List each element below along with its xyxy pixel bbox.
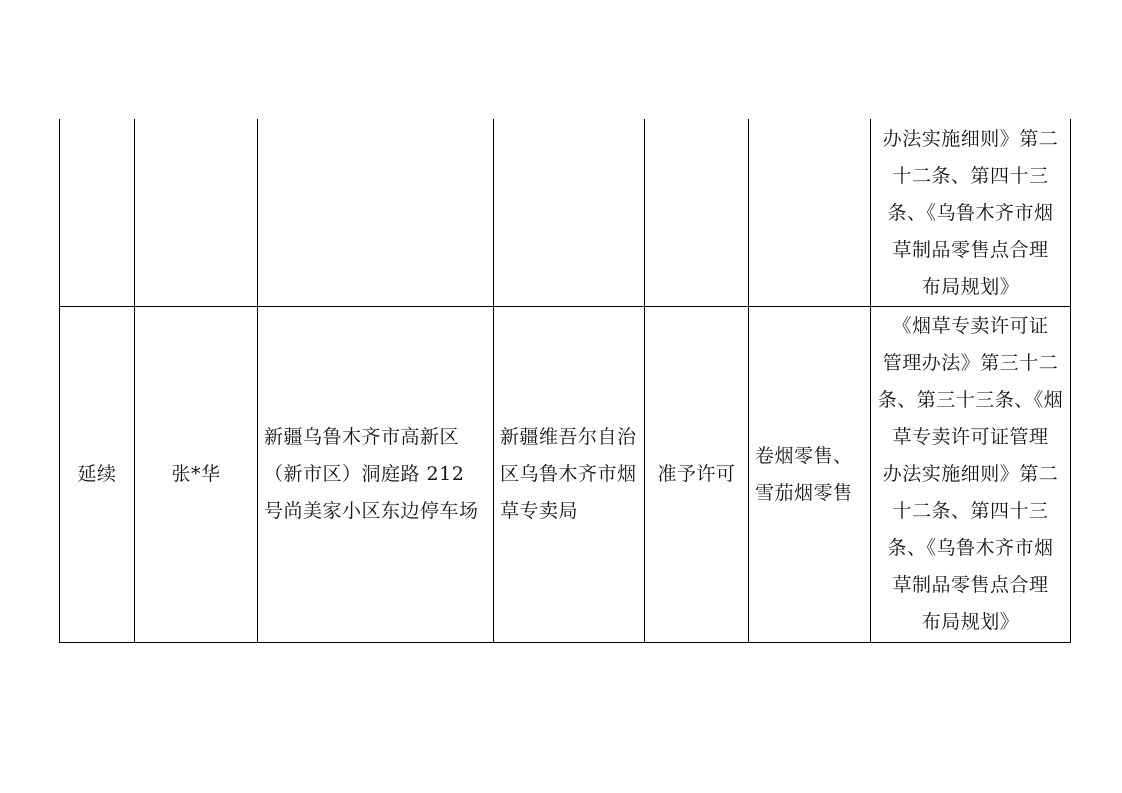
license-table <box>59 119 1071 643</box>
cell-authority-empty <box>494 119 645 307</box>
address-text: 新疆乌鲁木齐市高新区（新市区）洞庭路 212 号尚美家小区东边停车场 <box>264 426 479 522</box>
cell-basis <box>871 307 1071 643</box>
table-row-continuation <box>60 119 1071 307</box>
cell-decision-empty <box>645 119 749 307</box>
cell-scope-empty <box>749 119 871 307</box>
cell-name-empty <box>135 119 258 307</box>
cell-address-empty <box>258 119 494 307</box>
authority-text: 新疆维吾尔自治区乌鲁木齐市烟草专卖局 <box>500 426 637 522</box>
cell-type <box>60 307 135 643</box>
cell-type-empty <box>60 119 135 307</box>
name-text: 张*华 <box>171 463 221 485</box>
cell-basis <box>871 119 1071 307</box>
basis-text: 《烟草专卖许可证 管理办法》第三十二 条、第三十三条、《烟 草专卖许可证管理 办法实施细则》第二 十二条、第四十三 条、《乌鲁木齐市烟 草制品零售点合理 布局规划》 <box>877 315 1064 633</box>
table-row <box>60 307 1071 643</box>
type-text: 延续 <box>77 463 117 485</box>
cell-authority <box>494 307 645 643</box>
cell-address <box>258 307 494 643</box>
cell-name <box>135 307 258 643</box>
cell-decision <box>645 307 749 643</box>
scope-text: 卷烟零售、雪茄烟零售 <box>755 444 853 504</box>
cell-scope <box>749 307 871 643</box>
basis-text: 办法实施细则》第二 十二条、第四十三 条、《乌鲁木齐市烟 草制品零售点合理 布局规划》 <box>882 128 1059 298</box>
decision-text: 准予许可 <box>657 463 736 485</box>
